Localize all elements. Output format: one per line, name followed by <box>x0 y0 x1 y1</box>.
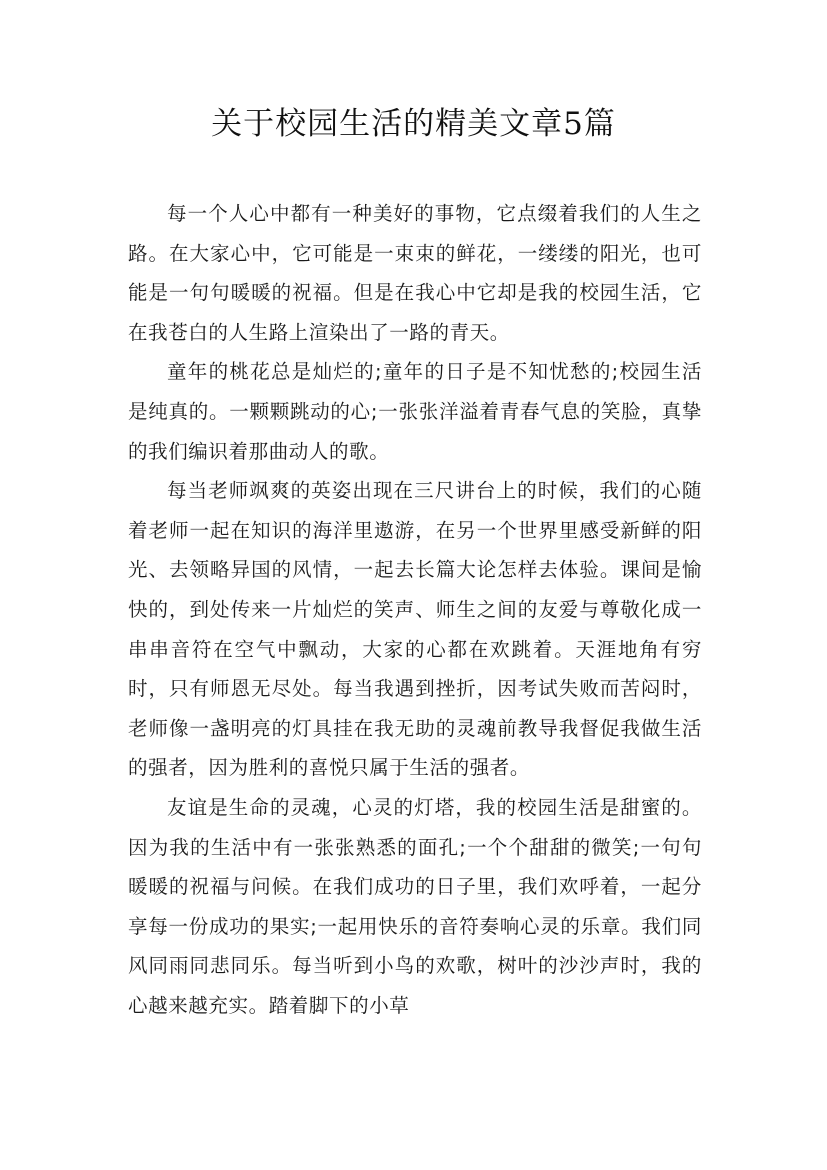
paragraph-3: 每当老师飒爽的英姿出现在三尺讲台上的时候，我们的心随着老师一起在知识的海洋里遨游，在另一个世界里感受新鲜的阳光、去领略异国的风情，一起去长篇大论怎样去体验。课间是愉快的，到处传来一片灿烂的笑声、师生之间的友爱与尊敬化成一串串音符在空气中飘动，大家的心都在欢跳着。天涯地角有穷时，只有师恩无尽处。每当我遇到挫折，因考试失败而苦闷时，老师像一盏明亮的灯具挂在我无助的灵魂前教导我督促我做生活的强者，因为胜利的喜悦只属于生活的强者。 <box>128 479 702 780</box>
paragraph-2: 童年的桃花总是灿烂的;童年的日子是不知忧愁的;校园生活是纯真的。一颗颗跳动的心;一张张洋溢着青春气息的笑脸，真挚的我们编识着那曲动人的歌。 <box>128 360 702 463</box>
paragraph-4: 友谊是生命的灵魂，心灵的灯塔，我的校园生活是甜蜜的。因为我的生活中有一张张熟悉的面孔;一个个甜甜的微笑;一句句暖暖的祝福与问候。在我们成功的日子里，我们欢呼着，一起分享每一份成功的果实;一起用快乐的音符奏响心灵的乐章。我们同风同雨同悲同乐。每当听到小鸟的欢歌，树叶的沙沙声时，我的心越来越充实。踏着脚下的小草 <box>128 795 702 1017</box>
document-title: 关于校园生活的精美文章5篇 <box>211 106 616 142</box>
document-body <box>128 194 702 1025</box>
paragraph-1: 每一个人心中都有一种美好的事物，它点缀着我们的人生之路。在大家心中，它可能是一束束的鲜花，一缕缕的阳光，也可能是一句句暖暖的祝福。但是在我心中它却是我的校园生活，它在我苍白的人生路上渲染出了一路的青天。 <box>128 202 702 344</box>
